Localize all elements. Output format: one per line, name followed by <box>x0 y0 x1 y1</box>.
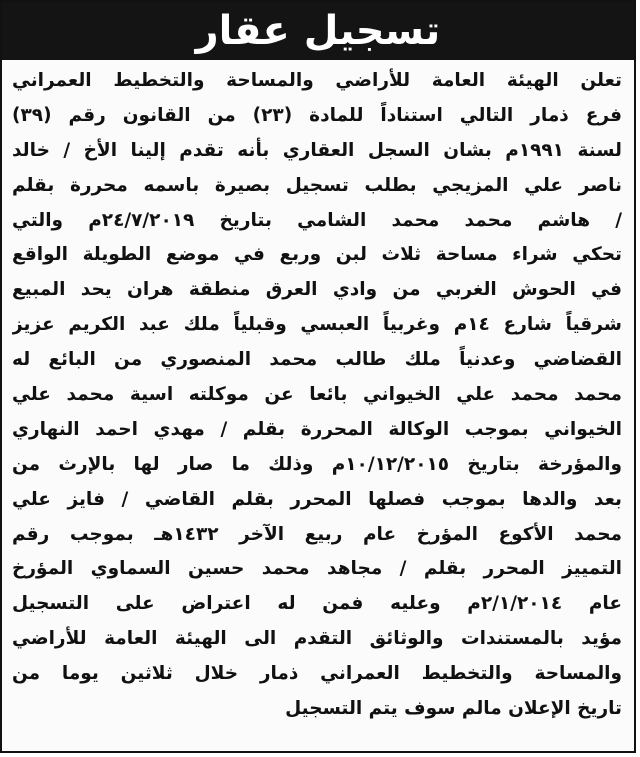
notice-body <box>12 64 622 727</box>
notice-line: ناصر علي المزيجي بطلب تسجيل بصيرة باسمه محررة بقلم <box>12 174 622 196</box>
notice-line: محمد الأكوع المؤرخ عام ربيع الآخر ١٤٣٢هـ بموجب رقم <box>12 523 622 545</box>
notice-line: بعد والدها بموجب فصلها المحرر بقلم القاضي / فايز علي <box>12 488 622 510</box>
notice-line: محمد محمد علي الخيواني بائعا عن موكلته اسية محمد علي <box>12 384 622 406</box>
notice-line: لسنة ١٩٩١م بشان السجل العقاري بأنه تقدم إلينا الأخ / خالد <box>12 139 622 161</box>
notice-line: في الحوش الغربي من وادي العرق منطقة هران يحد المبيع <box>12 279 622 301</box>
title-bar <box>2 2 634 60</box>
notice-line: القضاضي وعدنياً ملك طالب محمد المنصوري من البائع له <box>12 349 622 371</box>
notice-line: مؤيد بالمستندات والوثائق التقدم الى الهيئة العامة للأراضي <box>12 628 622 650</box>
notice-line: عام ٢/١/٢٠١٤م وعليه فمن له اعتراض على التسجيل <box>12 593 622 615</box>
notice-line: تحكي شراء مساحة ثلاث لبن وربع في موضع الطويلة الواقع <box>12 244 622 266</box>
notice-line: فرع ذمار التالي استناداً للمادة (٢٣) من القانون رقم (٣٩) <box>12 104 622 126</box>
notice-line: شرقياً شارع ١٤م وغربياً العبسي وقبلياً ملك عبد الكريم عزيز <box>12 314 622 336</box>
notice-line: تعلن الهيئة العامة للأراضي والمساحة والتخطيط العمراني <box>12 70 622 91</box>
notice-line: / هاشم محمد محمد الشامي بتاريخ ٢٤/٧/٢٠١٩م والتي <box>12 209 622 231</box>
notice-line: والمؤرخة بتاريخ ١٠/١٢/٢٠١٥م وذلك ما صار لها بالإرث من <box>12 453 622 475</box>
notice-line: والمساحة والتخطيط العمراني ذمار خلال ثلاثين يوما من <box>12 663 622 685</box>
notice-line: التمييز المحرر بقلم / مجاهد محمد حسين السماوي المؤرخ <box>12 558 622 580</box>
notice-line: الخيواني بموجب الوكالة المحررة بقلم / مهدي احمد النهاري <box>12 418 622 440</box>
notice-title: تسجيل عقار <box>195 8 441 54</box>
notice-line-last: تاريخ الإعلان مالم سوف يتم التسجيل <box>285 698 622 720</box>
